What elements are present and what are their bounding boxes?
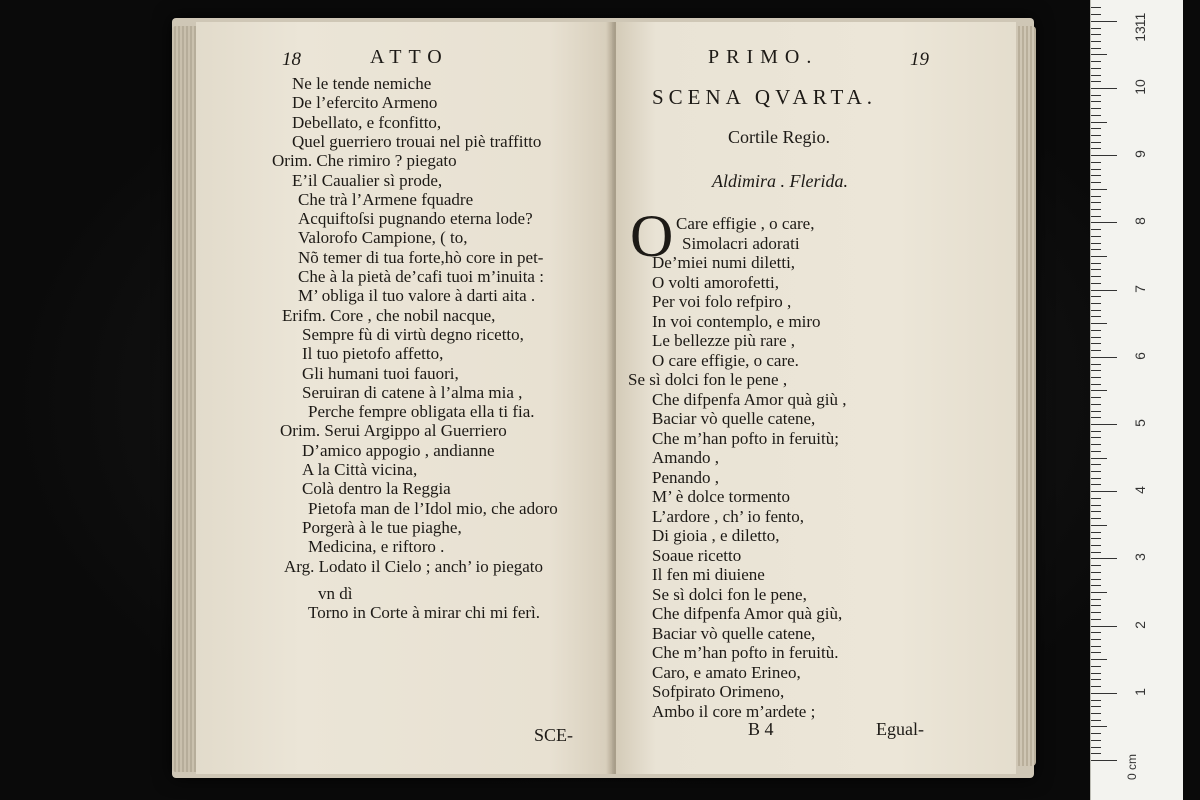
- right-text-line: Di gioia , e diletto,: [652, 526, 780, 545]
- ruler-tick: [1091, 579, 1101, 580]
- ruler-tick: [1091, 484, 1101, 485]
- ruler-tick: [1091, 458, 1107, 459]
- ruler-tick: [1091, 61, 1101, 62]
- ruler-tick: [1091, 659, 1107, 660]
- ruler-tick: [1091, 693, 1117, 694]
- ruler-tick: [1091, 323, 1107, 324]
- right-text-line: Che difpenfa Amor quà giù,: [652, 604, 843, 623]
- ruler-tick: [1091, 632, 1101, 633]
- ruler-tick: [1091, 350, 1101, 351]
- ruler-tick: [1091, 263, 1101, 264]
- right-text-line: Se sì dolci fon le pene ,: [628, 370, 788, 389]
- ruler-tick: [1091, 397, 1101, 398]
- right-text-line: Per voi folo refpiro ,: [652, 292, 792, 311]
- ruler-tick: [1091, 21, 1117, 22]
- ruler-number: 3: [1132, 553, 1148, 562]
- ruler-tick: [1091, 28, 1101, 29]
- left-text-line: Debellato, e fconfitto,: [292, 112, 442, 132]
- ruler-number: 1: [1132, 687, 1148, 696]
- right-text-line: Baciar vò quelle catene,: [652, 409, 816, 428]
- left-text-line: Colà dentro la Reggia: [302, 479, 451, 499]
- ruler-tick: [1091, 437, 1101, 438]
- page-edges-left: [172, 26, 196, 772]
- ruler-tick: [1091, 713, 1101, 714]
- ruler-tick: [1091, 733, 1101, 734]
- ruler-tick: [1091, 54, 1107, 55]
- left-text-line: A la Città vicina,: [302, 460, 418, 479]
- ruler-tick: [1091, 619, 1101, 620]
- left-text-line: Nõ temer di tua forte,hò core in pet-: [298, 247, 544, 267]
- ruler-tick: [1091, 115, 1101, 116]
- left-text-line: E’il Caualier sì prode,: [292, 170, 443, 190]
- scene-setting: Cortile Regio.: [728, 127, 830, 147]
- ruler-tick: [1091, 498, 1101, 499]
- ruler-tick: [1091, 296, 1101, 297]
- ruler-tick: [1091, 726, 1107, 727]
- right-text-line: In voi contemplo, e miro: [652, 311, 821, 331]
- right-text-line: Che difpenfa Amor quà giù ,: [652, 389, 847, 409]
- left-text-line: Che trà l’Armene fquadre: [298, 189, 474, 209]
- ruler-tick: [1091, 417, 1101, 418]
- ruler-tick: [1091, 48, 1101, 49]
- right-text-line: Penando ,: [652, 467, 720, 487]
- ruler-number: 5: [1132, 419, 1148, 427]
- right-text-line: Simolacri adorati: [682, 233, 800, 253]
- left-text-line: De l’efercito Armeno: [292, 93, 438, 113]
- ruler-tick: [1091, 135, 1101, 136]
- ruler-tick: [1091, 558, 1117, 559]
- ruler-tick: [1091, 390, 1107, 391]
- ruler-tick: [1091, 572, 1101, 573]
- ruler-tick: [1091, 222, 1117, 223]
- ruler-tick: [1091, 384, 1101, 385]
- ruler-tick: [1091, 666, 1101, 667]
- ruler-tick: [1091, 155, 1117, 156]
- ruler-tick: [1091, 41, 1101, 42]
- left-text-line: Perche fempre obligata ella ti fia.: [308, 402, 535, 422]
- right-text-line: Baciar vò quelle catene,: [652, 623, 816, 643]
- ruler-tick: [1091, 303, 1101, 304]
- ruler-tick: [1091, 256, 1107, 257]
- ruler-tick: [1091, 652, 1101, 653]
- signature-mark: B 4: [748, 719, 774, 739]
- left-running-header: ATTO: [370, 46, 449, 68]
- ruler-tick: [1091, 7, 1101, 8]
- right-text-line: Se sì dolci fon le pene,: [652, 584, 807, 604]
- left-text-line: Valorofo Campione, ( to,: [298, 228, 468, 248]
- left-text-line: D’amico appogio , andianne: [302, 440, 495, 460]
- ruler-tick: [1091, 404, 1101, 405]
- ruler-tick: [1091, 310, 1101, 311]
- ruler-tick: [1091, 95, 1101, 96]
- ruler-tick: [1091, 330, 1101, 331]
- ruler-tick: [1091, 700, 1101, 701]
- ruler-tick: [1091, 552, 1101, 553]
- ruler-tick: [1091, 612, 1101, 613]
- right-text-line: De’miei numi diletti,: [652, 253, 796, 272]
- right-text-line: Caro, e amato Erineo,: [652, 662, 801, 682]
- ruler-tick: [1091, 316, 1101, 317]
- ruler-tick: [1091, 196, 1101, 197]
- ruler-tick: [1091, 747, 1101, 748]
- ruler-tick: [1091, 269, 1101, 270]
- ruler-tick: [1091, 175, 1101, 176]
- ruler-tick: [1091, 518, 1101, 519]
- ruler-number: 11: [1132, 12, 1148, 28]
- ruler-tick: [1091, 343, 1101, 344]
- left-text-line: Acquiftoſsi pugnando eterna lode?: [298, 209, 533, 229]
- left-text-line: Torno in Corte à mirar chi mi ferì.: [308, 603, 541, 623]
- ruler-tick: [1091, 162, 1101, 163]
- right-running-header: PRIMO.: [708, 46, 819, 68]
- right-catchword: Egual-: [876, 719, 924, 739]
- ruler-tick: [1091, 585, 1101, 586]
- right-text-line: O volti amorofetti,: [652, 272, 780, 292]
- ruler-tick: [1091, 431, 1101, 432]
- ruler-tick: [1091, 720, 1101, 721]
- ruler-tick: [1091, 290, 1117, 291]
- left-text-line: M’ obliga il tuo valore à darti aita .: [298, 286, 536, 306]
- ruler-tick: [1091, 451, 1101, 452]
- page-edges-right: [1014, 26, 1036, 766]
- left-text-line: Che à la pietà de’cafi tuoi m’inuita :: [298, 267, 544, 286]
- left-text-line: Quel guerriero trouai nel piè traffitto: [292, 131, 542, 151]
- ruler-tick: [1091, 189, 1107, 190]
- ruler-tick: [1091, 706, 1101, 707]
- right-text-line: Sofpirato Orimeno,: [652, 682, 785, 701]
- ruler-tick: [1091, 626, 1117, 627]
- ruler-tick: [1091, 565, 1101, 566]
- ruler-tick: [1091, 377, 1101, 378]
- ruler-number: 9: [1132, 150, 1148, 159]
- ruler-tick: [1091, 75, 1101, 76]
- right-text-line: L’ardore , ch’ io fento,: [652, 506, 804, 526]
- ruler-number: 10: [1132, 79, 1148, 95]
- ruler-tick: [1091, 532, 1101, 533]
- right-text-line: Ambo il core m’ardete ;: [652, 701, 816, 721]
- left-text-line: Erifm. Core , che nobil nacque,: [282, 305, 496, 325]
- ruler-tick: [1091, 538, 1101, 539]
- right-text-line: Care effigie , o care,: [676, 214, 815, 233]
- ruler-tick: [1091, 464, 1101, 465]
- ruler-tick: [1091, 169, 1101, 170]
- left-text-line: Gli humani tuoi fauori,: [302, 363, 459, 383]
- right-text-line: M’ è dolce tormento: [652, 487, 791, 506]
- ruler-tick: [1091, 639, 1101, 640]
- scene-characters: Aldimira . Flerida.: [712, 171, 848, 191]
- ruler-tick: [1091, 411, 1101, 412]
- ruler-tick: [1091, 34, 1101, 35]
- left-text-line: Orim. Serui Argippo al Guerriero: [280, 421, 507, 441]
- drop-cap: O: [630, 203, 674, 269]
- ruler-tick: [1091, 14, 1101, 15]
- ruler-tick: [1091, 370, 1101, 371]
- ruler-tick: [1091, 249, 1101, 250]
- ruler-tick: [1091, 525, 1107, 526]
- left-text-line: Arg. Lodato il Cielo ; anch’ io piegato: [284, 556, 544, 576]
- ruler-tick: [1091, 148, 1101, 149]
- ruler-tick: [1091, 646, 1101, 647]
- ruler-unit-label: 0 cm: [1125, 753, 1140, 781]
- right-text-line: Che m’han pofto in feruitù.: [652, 643, 839, 662]
- left-text-line: vn dì: [318, 583, 353, 603]
- ruler-tick: [1091, 337, 1101, 338]
- left-text-line: Medicina, e riftoro .: [308, 537, 445, 557]
- ruler-tick: [1091, 128, 1101, 129]
- right-text-line: Che m’han pofto in feruitù;: [652, 428, 839, 448]
- left-text-line: Porgerà à le tue piaghe,: [302, 517, 462, 537]
- ruler-tick: [1091, 229, 1101, 230]
- scene-title: SCENA QVARTA.: [652, 85, 878, 109]
- ruler-tick: [1091, 209, 1101, 210]
- ruler-tick: [1091, 605, 1101, 606]
- ruler-number: 6: [1132, 351, 1148, 360]
- left-text-line: Sempre fù di virtù degno ricetto,: [302, 324, 524, 344]
- ruler-tick: [1091, 679, 1101, 680]
- right-text-line: Le bellezze più rare ,: [652, 331, 795, 350]
- ruler-tick: [1091, 88, 1117, 89]
- left-text-line: Seruiran di catene à l’alma mia ,: [302, 382, 523, 402]
- ruler-tick: [1091, 357, 1117, 358]
- ruler-tick: [1091, 753, 1101, 754]
- ruler-tick: [1091, 216, 1101, 217]
- right-text-line: Amando ,: [652, 448, 720, 467]
- ruler-tick: [1091, 236, 1101, 237]
- left-text-line: Pietofa man de l’Idol mio, che adoro: [308, 498, 558, 518]
- left-text-line: Ne le tende nemiche: [292, 74, 432, 93]
- ruler-tick: [1091, 243, 1101, 244]
- left-text-line: Il tuo pietofo affetto,: [302, 344, 444, 364]
- ruler-number: 13: [1132, 26, 1148, 42]
- ruler-tick: [1091, 760, 1117, 761]
- ruler-tick: [1091, 545, 1101, 546]
- ruler-tick: [1091, 122, 1107, 123]
- right-text-line: Soaue ricetto: [652, 545, 742, 565]
- ruler-tick: [1091, 491, 1117, 492]
- ruler-tick: [1091, 478, 1101, 479]
- ruler-tick: [1091, 444, 1101, 445]
- left-text-line: Orim. Che rimiro ? piegato: [272, 151, 457, 171]
- right-text-line: O care effigie, o care.: [652, 350, 799, 370]
- ruler-tick: [1091, 276, 1101, 277]
- ruler-tick: [1091, 505, 1101, 506]
- ruler-tick: [1091, 142, 1101, 143]
- ruler-tick: [1091, 673, 1101, 674]
- right-page-number: 19: [910, 49, 929, 70]
- ruler-tick: [1091, 686, 1101, 687]
- left-catchword: SCE-: [534, 725, 574, 745]
- ruler-tick: [1091, 364, 1101, 365]
- ruler-number: 4: [1132, 486, 1148, 495]
- ruler-number: 2: [1132, 620, 1148, 629]
- measuring-ruler: [1090, 0, 1183, 800]
- ruler-number: 8: [1132, 217, 1148, 226]
- left-page-number: 18: [282, 49, 301, 70]
- ruler-tick: [1091, 511, 1101, 512]
- ruler-tick: [1091, 283, 1101, 284]
- ruler-tick: [1091, 101, 1101, 102]
- ruler-tick: [1091, 108, 1101, 109]
- ruler-tick: [1091, 424, 1117, 425]
- ruler-tick: [1091, 81, 1101, 82]
- ruler-number: 7: [1132, 284, 1148, 293]
- right-text-line: Il fen mi diuiene: [652, 565, 765, 584]
- ruler-tick: [1091, 599, 1101, 600]
- ruler-tick: [1091, 68, 1101, 69]
- ruler-tick: [1091, 471, 1101, 472]
- ruler-tick: [1091, 202, 1101, 203]
- ruler-tick: [1091, 740, 1101, 741]
- ruler-tick: [1091, 182, 1101, 183]
- ruler-tick: [1091, 592, 1107, 593]
